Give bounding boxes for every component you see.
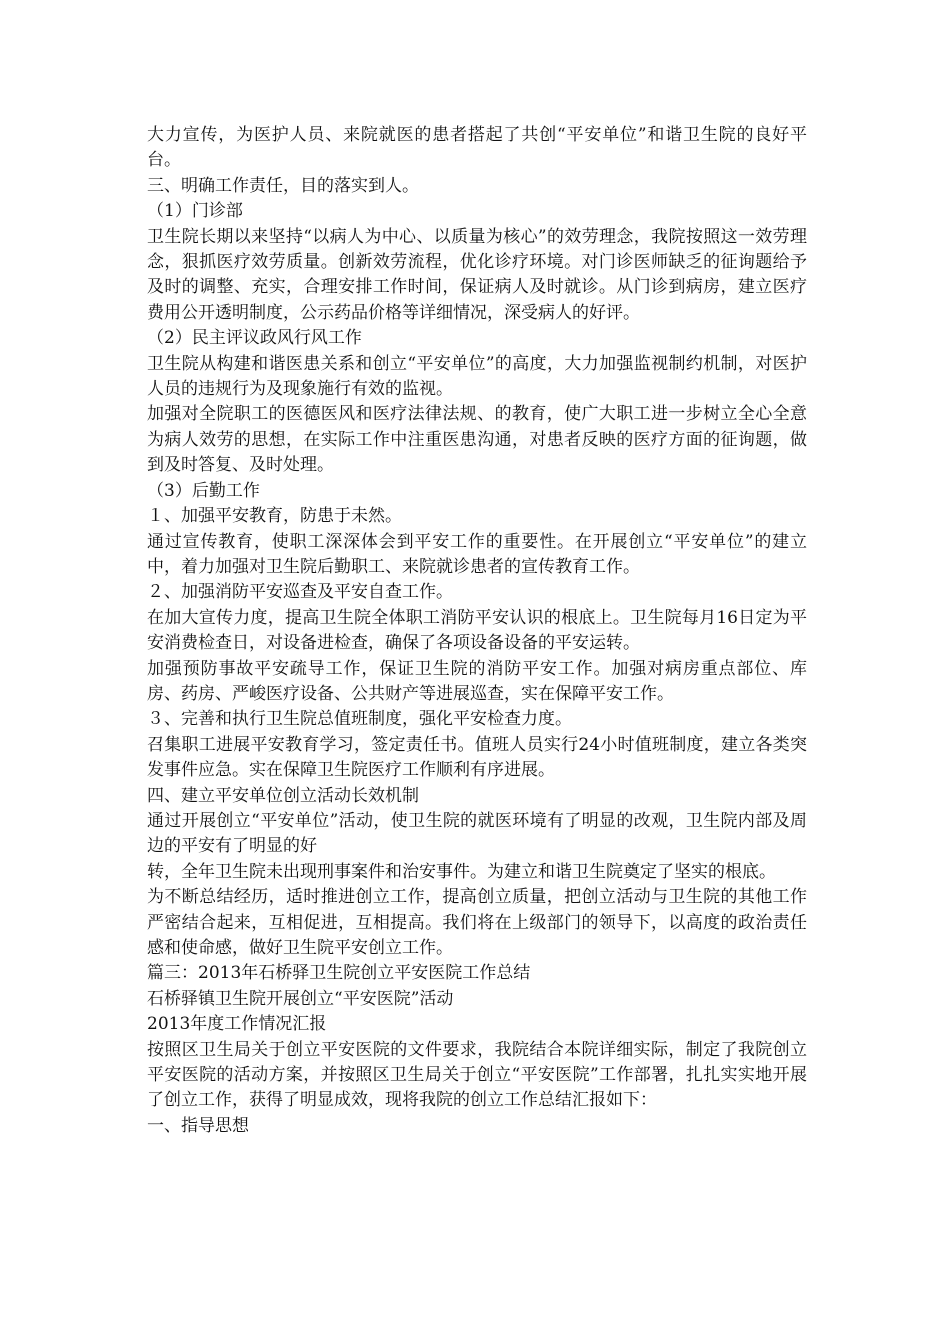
paragraph-intro: 按照区卫生局关于创立平安医院的文件要求，我院结合本院详细实际，制定了我院创立平安医院的活动方案，并按照区卫生局关于创立“平安医院”工作部署，扎扎实实地开展了创立工作，获得了明显成效，现将我院的创立工作总结汇报如下： bbox=[147, 1039, 807, 1111]
chapter-three-title: 篇三：2013年石桥驿卫生院创立平安医院工作总结 bbox=[147, 963, 531, 984]
paragraph-1: 大力宣传，为医护人员、来院就医的患者搭起了共创“平安单位”和谐卫生院的良好平台。 bbox=[147, 125, 807, 171]
item-1-heading: １、加强平安教育，防患于未然。 bbox=[147, 506, 402, 527]
subheading-logistics: （3）后勤工作 bbox=[147, 480, 260, 501]
paragraph-safety-education: 通过宣传教育，使职工深深体会到平安工作的重要性。在开展创立“平安单位”的建立中，着力加强对卫生院后勤职工、来院就诊患者的宣传教育工作。 bbox=[147, 531, 807, 577]
subheading-democratic-review: （2）民主评议政风行风工作 bbox=[147, 328, 362, 349]
paragraph-environment: 通过开展创立“平安单位”活动，使卫生院的就医环境有了明显的改观，卫生院内部及周边的平安有了明显的好 bbox=[147, 810, 807, 857]
paragraph-duty-system: 召集职工进展平安教育学习，签定责任书。值班人员实行24小时值班制度，建立各类突发事件应急。实在保障卫生院医疗工作顺利有序进展。 bbox=[147, 734, 807, 781]
report-subtitle: 2013年度工作情况汇报 bbox=[147, 1014, 327, 1035]
document-body bbox=[147, 123, 807, 1139]
section-heading-4: 四、建立平安单位创立活动长效机制 bbox=[147, 785, 419, 806]
paragraph-no-incidents: 转，全年卫生院未出现刑事案件和治安事件。为建立和谐卫生院奠定了坚实的根底。 bbox=[147, 861, 776, 882]
paragraph-fire-safety: 在加大宣传力度，提高卫生院全体职工消防平安认识的根底上。卫生院每月16日定为平安消费检查日，对设备进检查，确保了各项设备设备的平安运转。 bbox=[147, 607, 807, 654]
paragraph-accident-prevention: 加强预防事故平安疏导工作，保证卫生院的消防平安工作。加强对病房重点部位、库房、药房、严峻医疗设备、公共财产等进展巡查，实在保障平安工作。 bbox=[147, 658, 807, 704]
paragraph-summary: 为不断总结经历，适时推进创立工作，提高创立质量，把创立活动与卫生院的其他工作严密结合起来，互相促进，互相提高。我们将在上级部门的领导下，以高度的政治责任感和使命感，做好卫生院平安创立工作。 bbox=[147, 887, 807, 958]
section-heading-guiding-thought: 一、指导思想 bbox=[147, 1115, 249, 1136]
subheading-outpatient: （1）门诊部 bbox=[147, 201, 243, 222]
paragraph-supervision: 卫生院从构建和谐医患关系和创立“平安单位”的高度，大力加强监视制约机制，对医护人员的违规行为及现象施行有效的监视。 bbox=[147, 353, 807, 400]
report-title: 石桥驿镇卫生院开展创立“平安医院”活动 bbox=[147, 988, 454, 1009]
paragraph-ethics-education: 加强对全院职工的医德医风和医疗法律法规、的教育，使广大职工进一步树立全心全意为病人效劳的思想，在实际工作中注重医患沟通，对患者反映的医疗方面的征询题，做到及时答复、及时处理。 bbox=[147, 404, 807, 476]
item-2-heading: ２、加强消防平安巡查及平安自查工作。 bbox=[147, 582, 453, 603]
item-3-heading: ３、完善和执行卫生院总值班制度，强化平安检查力度。 bbox=[147, 709, 572, 730]
paragraph-outpatient: 卫生院长期以来坚持“以病人为中心、以质量为核心”的效劳理念，我院按照这一效劳理念，狠抓医疗效劳质量。创新效劳流程，优化诊疗环境。对门诊医师缺乏的征询题给予及时的调整、充实，合理安排工作时间，保证病人及时就诊。从门诊到病房，建立医疗费用公开透明制度，公示药品价格等详细情况，深受病人的好评。 bbox=[147, 226, 807, 323]
section-heading-3: 三、明确工作责任，目的落实到人。 bbox=[147, 175, 419, 196]
